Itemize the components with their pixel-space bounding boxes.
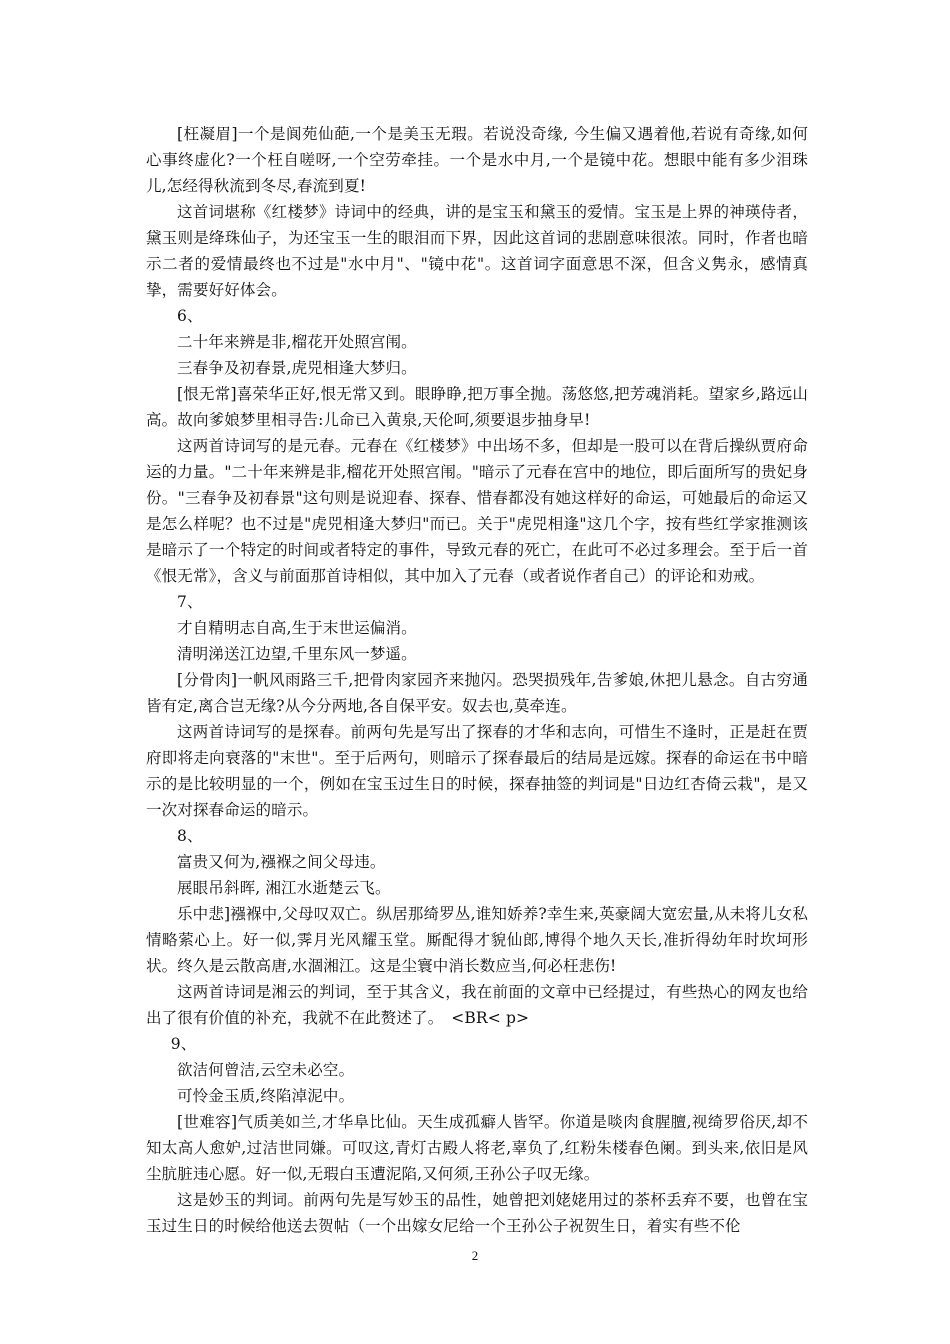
section-number: 8、 bbox=[177, 827, 203, 845]
section-number: 7、 bbox=[177, 593, 203, 611]
paragraph: 乐中悲]襁褓中,父母叹双亡。纵居那绮罗丛,谁知娇养?幸生来,英豪阔大宽宏量,从未将儿女私情略萦心上。好一似,霁月光风耀玉堂。厮配得才貌仙郎,博得个地久天长,准折得幼年时坎坷形状。终久是云散高唐,水涸湘江。这是尘寰中消长数应当,何必枉悲伤! bbox=[146, 905, 808, 975]
poem-line: 可怜金玉质,终陷淖泥中。 bbox=[177, 1087, 355, 1105]
paragraph: 这首词堪称《红楼梦》诗词中的经典，讲的是宝玉和黛玉的爱情。宝玉是上界的神瑛侍者，黛玉则是绛珠仙子，为还宝玉一生的眼泪而下界，因此这首词的悲剧意味很浓。同时，作者也暗示二者的爱情最终也不过是"水中月"、"镜中花"。这首词字面意思不深，但含义隽永，感情真挚，需要好好体会。 bbox=[146, 203, 808, 299]
poem-line: 清明涕送江边望,千里东风一梦遥。 bbox=[177, 645, 417, 663]
document-body bbox=[146, 121, 808, 1239]
page-number: 2 bbox=[471, 1248, 479, 1263]
paragraph: 这两首诗词是湘云的判词，至于其含义，我在前面的文章中已经提过，有些热心的网友也给出了很有价值的补充，我就不在此赘述了。 <BR< p> bbox=[146, 983, 808, 1027]
paragraph: 这两首诗词写的是元春。元春在《红楼梦》中出场不多，但却是一股可以在背后操纵贾府命运的力量。"二十年来辨是非,榴花开处照宫闱。"暗示了元春在宫中的地位，即后面所写的贵妃身份。"三春争及初春景"这句则是说迎春、探春、惜春都没有她这样好的命运，可她最后的命运又是怎么样呢？也不过是"虎兕相逢大梦归"而已。关于"虎兕相逢"这几个字，按有些红学家推测该是暗示了一个特定的时间或者特定的事件，导致元春的死亡，在此可不必过多理会。至于后一首《恨无常》，含义与前面那首诗相似，其中加入了元春（或者说作者自己）的评论和劝戒。 bbox=[146, 437, 808, 585]
section-number: 6、 bbox=[177, 307, 203, 325]
paragraph: [世难容]气质美如兰,才华阜比仙。天生成孤癖人皆罕。你道是啖肉食腥膻,视绮罗俗厌,却不知太高人愈妒,过洁世同嫌。可叹这,青灯古殿人将老,辜负了,红粉朱楼春色阑。到头来,依旧是风尘肮脏违心愿。好一似,无瑕白玉遭泥陷,又何须,王孙公子叹无缘。 bbox=[146, 1113, 808, 1183]
section-number: 9、 bbox=[170, 1035, 197, 1053]
paragraph: [分骨肉]一帆风雨路三千,把骨肉家园齐来抛闪。恐哭损残年,告爹娘,休把儿悬念。自古穷通皆有定,离合岂无缘?从今分两地,各自保平安。奴去也,莫牵连。 bbox=[146, 671, 808, 715]
paragraph: [恨无常]喜荣华正好,恨无常又到。眼睁睁,把万事全抛。荡悠悠,把芳魂消耗。望家乡,路远山高。故向爹娘梦里相寻告:儿命已入黄泉,天伦呵,须要退步抽身早! bbox=[146, 385, 808, 429]
poem-line: 富贵又何为,襁褓之间父母违。 bbox=[177, 853, 386, 871]
paragraph: [枉凝眉]一个是阆苑仙葩,一个是美玉无瑕。若说没奇缘, 今生偏又遇着他,若说有奇缘,如何心事终虚化?一个枉自嗟呀,一个空劳牵挂。一个是水中月,一个是镜中花。想眼中能有多少泪珠儿,怎经得秋流到冬尽,春流到夏! bbox=[146, 125, 808, 195]
paragraph: 这两首诗词写的是探春。前两句先是写出了探春的才华和志向，可惜生不逢时，正是赶在贾府即将走向衰落的"末世"。至于后两句，则暗示了探春最后的结局是远嫁。探春的命运在书中暗示的是比较明显的一个，例如在宝玉过生日的时候，探春抽签的判词是"日边红杏倚云栽"，是又一次对探春命运的暗示。 bbox=[146, 723, 808, 819]
paragraph: 这是妙玉的判词。前两句先是写妙玉的品性，她曾把刘姥姥用过的茶杯丢弃不要，也曾在宝玉过生日的时候给他送去贺帖（一个出嫁女尼给一个王孙公子祝贺生日，着实有些不伦 bbox=[146, 1191, 808, 1235]
poem-line: 二十年来辨是非,榴花开处照宫闱。 bbox=[177, 333, 417, 351]
poem-line: 三春争及初春景,虎兕相逢大梦归。 bbox=[177, 359, 417, 377]
poem-line: 欲洁何曾洁,云空未必空。 bbox=[177, 1061, 355, 1079]
poem-line: 才自精明志自高,生于末世运偏消。 bbox=[177, 619, 417, 637]
poem-line: 展眼吊斜晖, 湘江水逝楚云飞。 bbox=[177, 879, 391, 897]
